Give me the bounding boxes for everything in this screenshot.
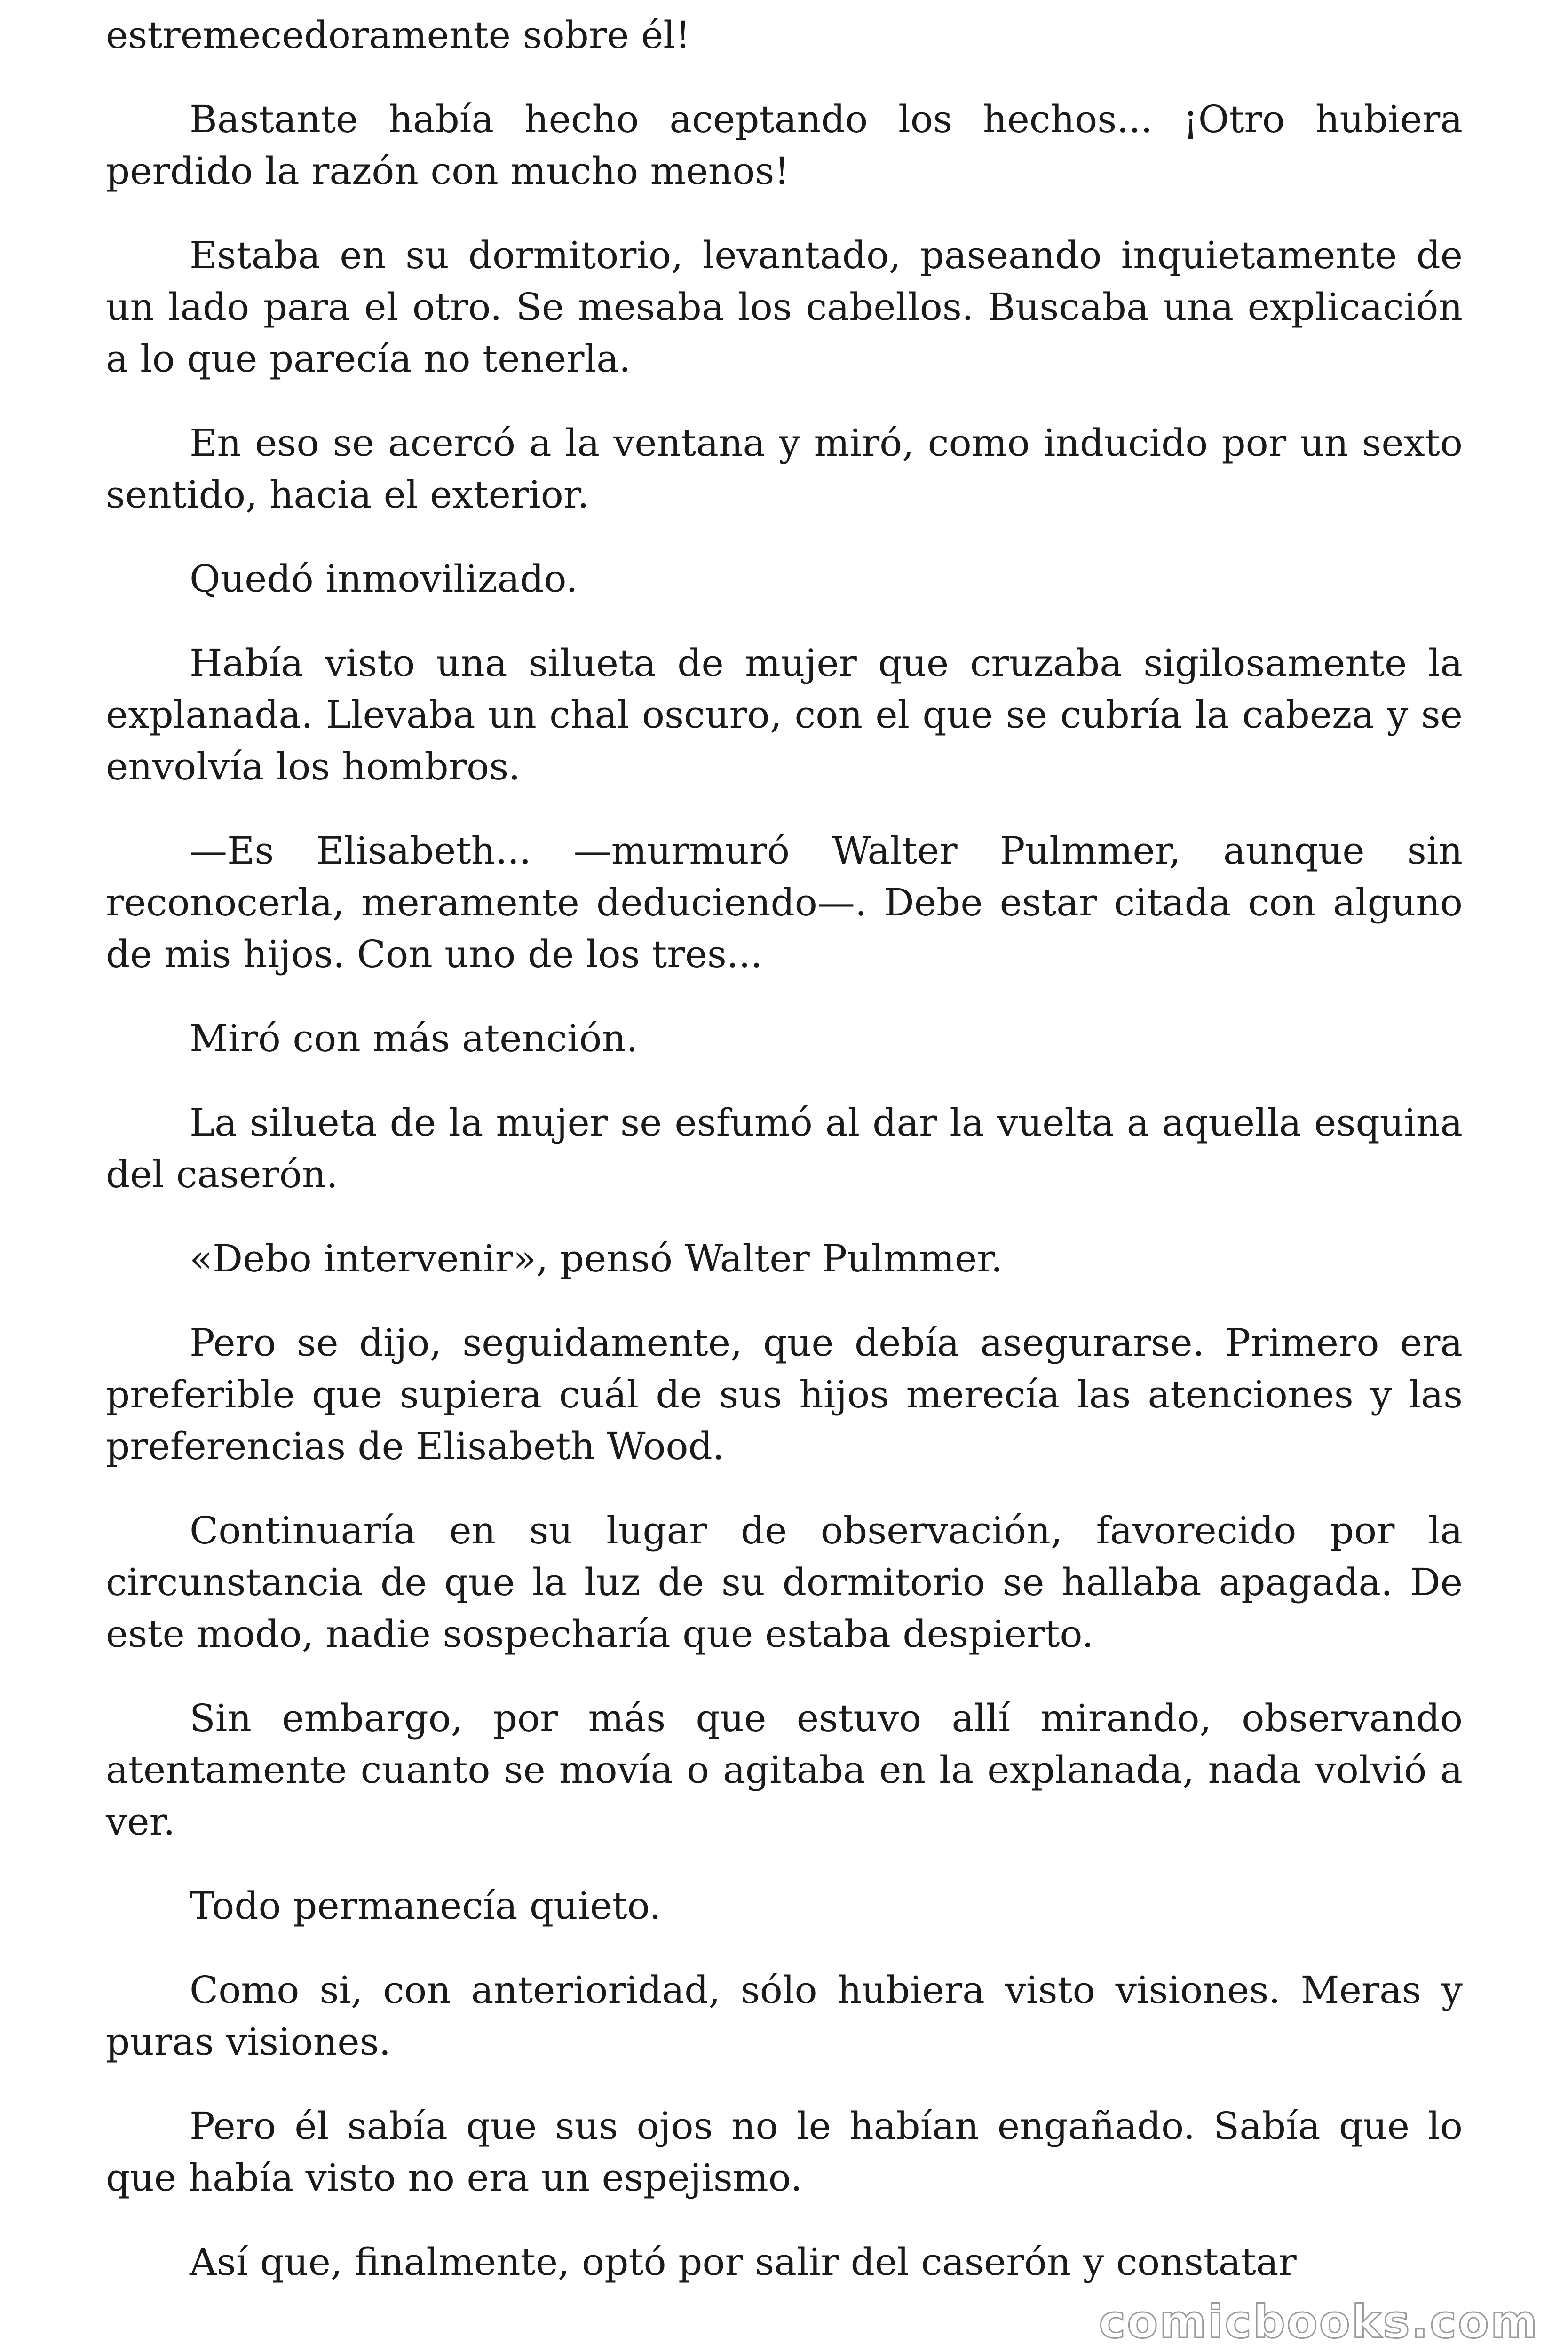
paragraph-truncated: Así que, finalmente, optó por salir del caserón y constatar: [190, 2240, 1297, 2284]
paragraph: Quedó inmovilizado.: [190, 557, 578, 601]
paragraph: En eso se acercó a la ventana y miró, como inducido por un sexto sentido, hacia el exterior.: [106, 421, 1463, 516]
paragraph: Estaba en su dormitorio, levantado, paseando inquietamente de un lado para el otro. Se mesaba los cabellos. Buscaba una explicación a lo que parecía no tenerla.: [106, 233, 1463, 381]
paragraph: Pero se dijo, seguidamente, que debía asegurarse. Primero era preferible que supiera cuál de sus hijos merecía las atenciones y las preferencias de Elisabeth Wood.: [106, 1321, 1463, 1468]
paragraph: Continuaría en su lugar de observación, favorecido por la circunstancia de que la luz de su dormitorio se hallaba apagada. De este modo, nadie sospecharía que estaba despierto.: [106, 1509, 1463, 1656]
paragraph: Como si, con anterioridad, sólo hubiera visto visiones. Meras y puras visiones.: [106, 1968, 1463, 2064]
paragraph: Había visto una silueta de mujer que cruzaba sigilosamente la explanada. Llevaba un chal oscuro, con el que se cubría la cabeza y se envolvía los hombros.: [106, 641, 1463, 788]
paragraph: Todo permanecía quieto.: [190, 1884, 661, 1928]
paragraph-continuation: estremecedoramente sobre él!: [106, 13, 690, 57]
paragraph: Miró con más atención.: [190, 1017, 638, 1060]
paragraph: Sin embargo, por más que estuvo allí mirando, observando atentamente cuanto se movía o agitaba en la explanada, nada volvió a ver.: [106, 1696, 1463, 1843]
paragraph-thought: «Debo intervenir», pensó Walter Pulmmer.: [190, 1237, 1003, 1280]
paragraph: Bastante había hecho aceptando los hechos... ¡Otro hubiera perdido la razón con mucho menos!: [106, 97, 1463, 193]
paragraph: La silueta de la mujer se esfumó al dar la vuelta a aquella esquina del caserón.: [106, 1101, 1463, 1196]
body-text: [106, 9, 1463, 2320]
watermark: comicbooks.com: [1099, 2296, 1539, 2348]
paragraph: Pero él sabía que sus ojos no le habían engañado. Sabía que lo que había visto no era un espejismo.: [106, 2104, 1463, 2200]
paragraph-dialogue: —Es Elisabeth... —murmuró Walter Pulmmer, aunque sin reconocerla, meramente deduciendo—. Debe estar citada con alguno de mis hijos. Con uno de los tres...: [106, 829, 1463, 976]
